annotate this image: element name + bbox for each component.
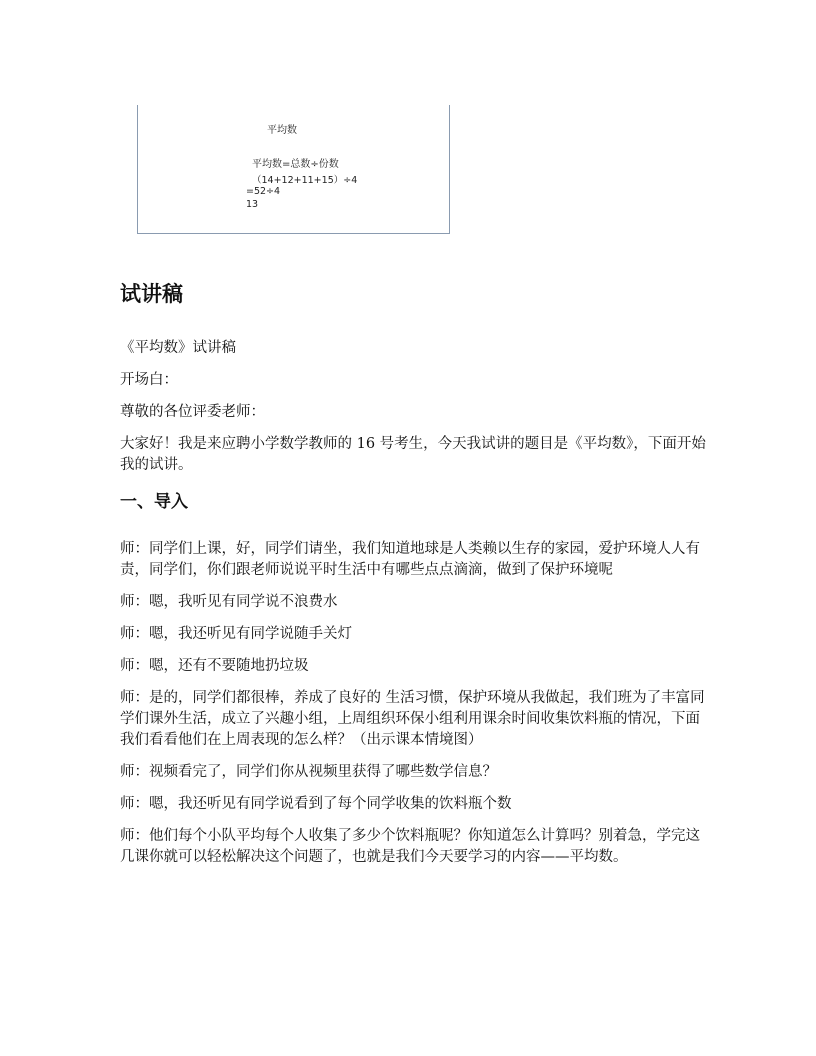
greeting: 尊敬的各位评委老师： bbox=[120, 404, 265, 420]
intro-paragraph: 大家好！我是来应聘小学数学教师的 16 号考生，今天我试讲的题目是《平均数》，下面开始我的试讲。 bbox=[120, 436, 706, 473]
blackboard-formula: 平均数=总数÷份数 bbox=[252, 159, 339, 170]
paragraph: 师：视频看完了，同学们你从视频里获得了哪些数学信息？ bbox=[120, 764, 497, 780]
paragraph: 师：同学们上课，好，同学们请坐，我们知道地球是人类赖以生存的家园，爱护环境人人有责，同学们，你们跟老师说说平时生活中有哪些点点滴滴，做到了保护环境呢 bbox=[120, 541, 700, 578]
paragraph: 师：嗯，我听见有同学说不浪费水 bbox=[120, 594, 338, 610]
paragraph: 师：嗯，我还听见有同学说随手关灯 bbox=[120, 626, 352, 642]
opening-label: 开场白： bbox=[120, 372, 178, 388]
section-heading: 一、导入 bbox=[120, 492, 188, 512]
blackboard-image bbox=[137, 105, 450, 234]
paragraph: 师：嗯，还有不要随地扔垃圾 bbox=[120, 658, 309, 674]
blackboard-calc-line: =52÷4 bbox=[246, 186, 281, 197]
paragraph: 师：他们每个小队平均每个人收集了多少个饮料瓶呢？你知道怎么计算吗？别着急，学完这几课你就可以轻松解决这个问题了，也就是我们今天要学习的内容——平均数。 bbox=[120, 828, 700, 865]
document-heading: 试讲稿 bbox=[120, 282, 183, 306]
blackboard-result: 13 bbox=[246, 199, 259, 210]
paragraph: 师：是的，同学们都很棒，养成了良好的 生活习惯，保护环境从我做起，我们班为了丰富同学们课外生活，成立了兴趣小组，上周组织环保小组利用课余时间收集饮料瓶的情况，下面我们看看他们在上周表现的怎么样？（出示课本情境图） bbox=[120, 690, 705, 748]
document-body bbox=[120, 277, 710, 879]
document-subtitle: 《平均数》试讲稿 bbox=[120, 340, 236, 356]
blackboard-title: 平均数 bbox=[267, 125, 297, 136]
paragraph: 师：嗯，我还听见有同学说看到了每个同学收集的饮料瓶个数 bbox=[120, 796, 512, 812]
blackboard-calc-line: （14+12+11+15）÷4 bbox=[252, 175, 358, 186]
